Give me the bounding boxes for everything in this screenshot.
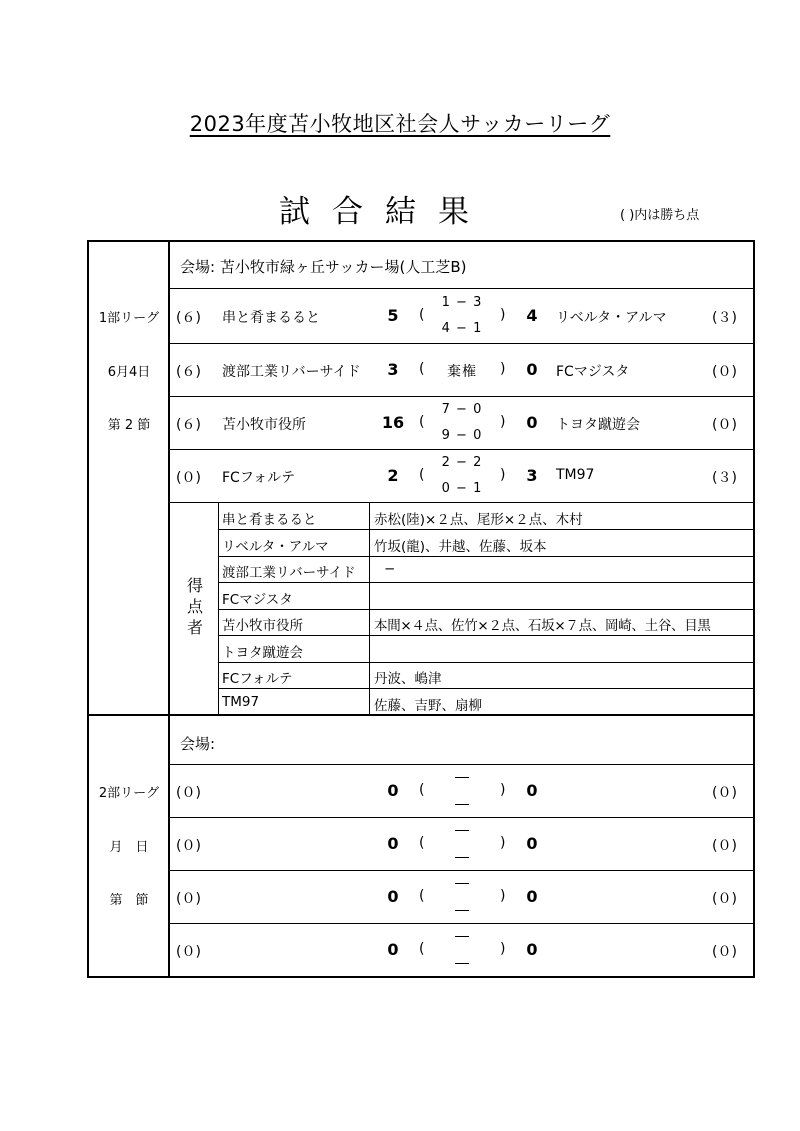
scorers-team: トヨタ蹴遊会 (222, 645, 303, 661)
home-points: (０) (176, 470, 201, 486)
scorers-team: TM97 (222, 694, 260, 710)
open-paren: ( (419, 414, 425, 430)
close-paren: ) (500, 467, 506, 483)
first-half-score: 7 − 0 (441, 402, 483, 417)
results-heading: 試合結果 (279, 194, 491, 230)
scorers-team: 渡部工業リバーサイド (222, 565, 356, 581)
scorers-team: FCフォルテ (222, 671, 293, 687)
league2-round: 第 節 (109, 893, 149, 908)
open-paren: ( (419, 467, 425, 483)
home-points: (６) (176, 417, 201, 433)
away-points: (０) (712, 838, 737, 854)
scorers-team: 苫小牧市役所 (222, 618, 303, 634)
away-points: (３) (712, 470, 737, 486)
home-points: (０) (176, 944, 201, 960)
row-divider (169, 449, 754, 450)
open-paren: ( (419, 941, 425, 957)
open-paren: ( (419, 307, 425, 323)
second-half-blank (455, 963, 469, 964)
second-half-score: 0 − 1 (441, 481, 483, 496)
league1-label: 1部リーグ (98, 311, 160, 326)
first-half-blank (455, 936, 469, 937)
home-score: 0 (387, 781, 399, 800)
first-half-score: 1 − 3 (441, 295, 483, 310)
first-half-blank (455, 830, 469, 831)
home-points: (０) (176, 891, 201, 907)
close-paren: ) (500, 414, 506, 430)
away-team: FCマジスタ (556, 364, 630, 380)
home-points: (６) (176, 364, 201, 380)
forfeit-note: 棄権 (447, 364, 477, 380)
scorers-players: 竹坂(龍)、井越、佐藤、坂本 (374, 539, 547, 555)
close-paren: ) (500, 888, 506, 904)
away-score: 0 (526, 940, 538, 959)
away-score: 0 (526, 834, 538, 853)
row-divider (169, 502, 754, 503)
home-score: 0 (387, 834, 399, 853)
league2-label: 2部リーグ (98, 786, 160, 801)
home-score: 5 (387, 306, 399, 325)
away-points: (３) (712, 310, 737, 326)
away-score: 0 (526, 887, 538, 906)
row-divider (169, 288, 754, 289)
scorers-label-char: 点 (186, 597, 203, 616)
close-paren: ) (500, 941, 506, 957)
row-divider (169, 870, 754, 871)
row-divider (169, 817, 754, 818)
second-half-score: 4 − 1 (441, 321, 483, 336)
scorers-row-divider (219, 688, 754, 689)
home-score: 2 (387, 466, 399, 485)
scorers-team: リベルタ・アルマ (222, 539, 329, 555)
close-paren: ) (500, 835, 506, 851)
close-paren: ) (500, 782, 506, 798)
away-points: (０) (712, 364, 737, 380)
away-points: (０) (712, 785, 737, 801)
points-note: ( )内は勝ち点 (620, 208, 700, 223)
away-score: 0 (526, 413, 538, 432)
scorers-players: 本間×４点、佐竹×２点、石坂×７点、岡崎、土谷、目黒 (374, 618, 711, 634)
league1-venue: 会場: 苫小牧市緑ヶ丘サッカー場(人工芝B) (180, 258, 467, 276)
first-half-blank (455, 777, 469, 778)
scorers-row-divider (219, 556, 754, 557)
open-paren: ( (419, 835, 425, 851)
close-paren: ) (500, 307, 506, 323)
league2-date: 月 日 (109, 840, 149, 855)
league1-date: 6月4日 (107, 365, 151, 380)
second-half-blank (455, 804, 469, 805)
open-paren: ( (419, 888, 425, 904)
scorers-label (170, 575, 220, 638)
scorers-players: 赤松(陸)×２点、尾形×２点、木村 (374, 512, 583, 528)
away-score: 0 (526, 781, 538, 800)
scorers-row-divider (219, 662, 754, 663)
scorers-row-divider (219, 609, 754, 610)
away-points: (０) (712, 417, 737, 433)
row-divider (169, 923, 754, 924)
scorers-team: FCマジスタ (222, 592, 293, 608)
scorers-players: − (384, 561, 396, 577)
first-half-score: 2 − 2 (441, 455, 483, 470)
home-score: 16 (381, 413, 405, 432)
scorers-players: 佐藤、吉野、扇柳 (374, 698, 482, 714)
first-half-blank (455, 883, 469, 884)
row-divider (169, 396, 754, 397)
scorers-label-char: 者 (186, 618, 203, 637)
scorers-players: 丹波、嶋津 (374, 671, 442, 687)
away-score: 4 (526, 306, 538, 325)
scorers-row-divider (219, 582, 754, 583)
home-score: 3 (387, 360, 399, 379)
scorers-row-divider (219, 635, 754, 636)
league-separator (88, 714, 754, 716)
home-score: 0 (387, 940, 399, 959)
away-points: (０) (712, 891, 737, 907)
league1-round: 第 2 節 (107, 418, 151, 433)
away-score: 0 (526, 360, 538, 379)
second-half-score: 9 − 0 (441, 428, 483, 443)
home-team: 苫小牧市役所 (222, 417, 306, 433)
second-half-blank (455, 857, 469, 858)
away-team: リベルタ・アルマ (556, 310, 667, 326)
home-points: (６) (176, 310, 201, 326)
away-score: 3 (526, 466, 538, 485)
close-paren: ) (500, 361, 506, 377)
scorers-label-char: 得 (186, 576, 203, 595)
second-half-blank (455, 910, 469, 911)
open-paren: ( (419, 782, 425, 798)
away-team: TM97 (556, 467, 595, 483)
away-team: トヨタ蹴遊会 (556, 417, 640, 433)
row-divider (169, 343, 754, 344)
scorers-row-divider (219, 529, 754, 530)
row-divider (169, 764, 754, 765)
page-title: 2023年度苫小牧地区社会人サッカーリーグ (189, 112, 611, 136)
home-team: 渡部工業リバーサイド (222, 364, 361, 380)
open-paren: ( (419, 361, 425, 377)
home-team: FCフォルテ (222, 470, 296, 486)
scorers-team: 串と肴まるると (222, 512, 317, 528)
home-points: (０) (176, 785, 201, 801)
home-score: 0 (387, 887, 399, 906)
away-points: (０) (712, 944, 737, 960)
home-points: (０) (176, 838, 201, 854)
league2-venue: 会場: (180, 735, 216, 753)
home-team: 串と肴まるると (222, 310, 320, 326)
